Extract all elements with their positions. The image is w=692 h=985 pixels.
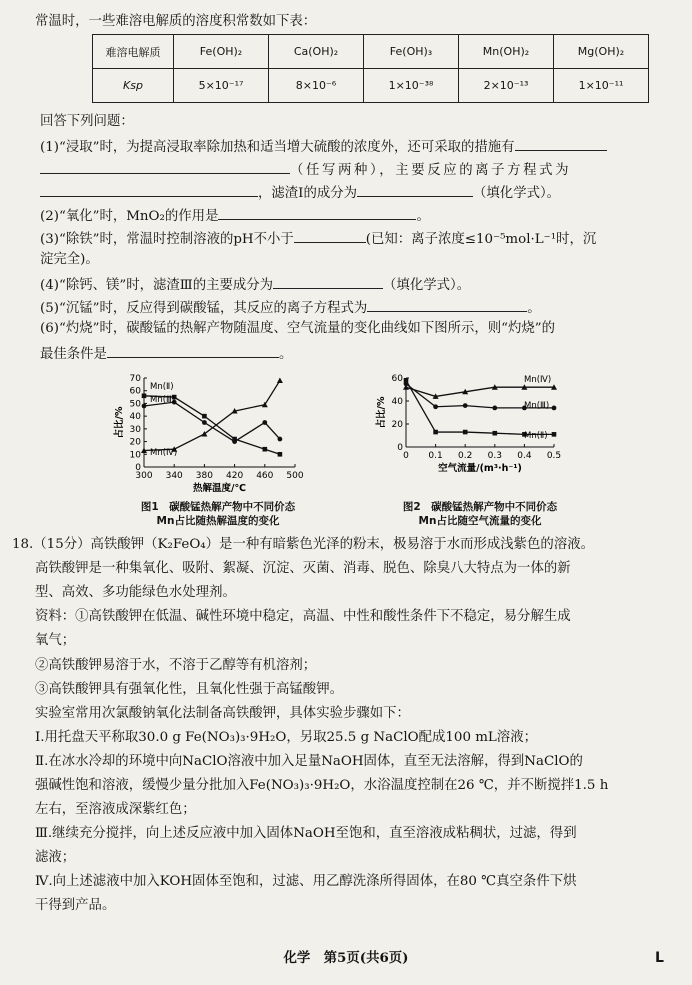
chart-1 bbox=[110, 368, 304, 500]
x-tick-label: 0.1 bbox=[428, 451, 443, 461]
table-row bbox=[93, 69, 649, 103]
x-tick-label: 500 bbox=[286, 471, 304, 481]
series-line bbox=[406, 387, 554, 396]
q5-text: 。 bbox=[527, 301, 541, 316]
q18-line: 18.（15分）高铁酸钾（K₂FeO₄）是一种有暗紫色光泽的粉末，极易溶于水而形成浅紫色的溶液。 bbox=[12, 537, 594, 552]
q5-text: (5)“沉锰”时，反应得到碳酸锰，其反应的离子方程式为 bbox=[40, 301, 368, 316]
q18-line: 实验室常用次氯酸钠氧化法制备高铁酸钾，具体实验步骤如下： bbox=[35, 706, 410, 721]
x-axis-label: 空气流量/(m³·h⁻¹) bbox=[438, 463, 522, 474]
chart-2-subtitle: Mn占比随空气流量的变化 bbox=[418, 515, 542, 527]
y-tick-label: 10 bbox=[129, 450, 141, 461]
ksp-table bbox=[92, 34, 649, 103]
data-point bbox=[552, 406, 557, 411]
q1-text: ，滤渣Ⅰ的成分为 bbox=[258, 186, 358, 201]
q1-text: (1)“浸取”时，为提高浸取率除加热和适当增大硫酸的浓度外，还可采取的措施有 bbox=[40, 140, 515, 155]
chart-2-title: 图2 碳酸锰热解产物中不同价态 bbox=[402, 501, 558, 513]
y-tick-label: 30 bbox=[129, 424, 141, 435]
answer-blank bbox=[294, 228, 366, 243]
y-tick-label: 20 bbox=[391, 420, 403, 430]
q6-text: 。 bbox=[278, 347, 293, 362]
data-point bbox=[552, 432, 557, 437]
corner-mark: L bbox=[655, 950, 664, 966]
q4-text: (4)“除钙、镁”时，滤渣Ⅲ的主要成分为 bbox=[40, 278, 274, 293]
question-3-cont: 淀完全)。 bbox=[40, 252, 99, 267]
y-tick-label: 0 bbox=[397, 443, 403, 453]
x-tick-label: 420 bbox=[226, 471, 244, 481]
q18-line: 氧气； bbox=[35, 633, 76, 648]
y-tick-label: 20 bbox=[129, 437, 141, 448]
chart-2 bbox=[378, 368, 568, 500]
question-4 bbox=[40, 274, 692, 295]
series-label: Mn(Ⅲ) bbox=[524, 401, 550, 411]
y-axis-label: 占比/% bbox=[376, 396, 387, 429]
table-cell: 1×10⁻³⁸ bbox=[364, 69, 459, 103]
x-tick-label: 0.4 bbox=[517, 451, 532, 461]
q18-line: Ⅳ.向上述滤液中加入KOH固体至饱和，过滤、用乙醇洗涤所得固体，在80 ℃真空条件下烘 bbox=[35, 874, 577, 889]
data-point bbox=[433, 404, 438, 409]
table-cell: Ksp bbox=[93, 69, 174, 103]
table-cell: Mg(OH)₂ bbox=[554, 35, 649, 69]
table-cell: Fe(OH)₂ bbox=[174, 35, 269, 69]
q3-text: (已知：离子浓度≤10⁻⁵mol·L⁻¹时，沉 bbox=[365, 232, 597, 247]
page-footer: 化学 第5页(共6页) bbox=[283, 950, 409, 966]
table-cell: 8×10⁻⁶ bbox=[269, 69, 364, 103]
q18-line: 强碱性饱和溶液，缓慢少量分批加入Fe(NO₃)₃·9H₂O，水浴温度控制在26 ℃，并不断搅拌1.5 h bbox=[35, 778, 609, 793]
data-point bbox=[277, 378, 283, 384]
x-tick-label: 340 bbox=[165, 471, 183, 481]
q1-text: （任写两种），主要反应的离子方程式为 bbox=[290, 163, 572, 178]
y-tick-label: 40 bbox=[129, 412, 141, 423]
data-point bbox=[142, 394, 147, 399]
table-header-row bbox=[93, 35, 649, 69]
x-tick-label: 0 bbox=[403, 451, 409, 461]
chart-1-title: 图1 碳酸锰热解产物中不同价态 bbox=[140, 501, 296, 513]
series-label: Mn(Ⅲ) bbox=[150, 395, 176, 405]
x-axis-label: 热解温度/℃ bbox=[193, 483, 246, 494]
x-tick-label: 300 bbox=[135, 471, 153, 481]
table-cell: 难溶电解质 bbox=[93, 35, 174, 69]
q18-line: Ⅲ.继续充分搅拌，向上述反应液中加入固体NaOH至饱和，直至溶液成粘稠状，过滤，得到 bbox=[35, 826, 577, 841]
x-tick-label: 0.2 bbox=[458, 451, 473, 461]
question-1-line-2 bbox=[40, 159, 692, 180]
y-axis-label: 占比/% bbox=[114, 406, 125, 439]
q2-text: 。 bbox=[416, 209, 430, 224]
q18-line: ③高铁酸钾具有强氧化性，且氧化性强于高锰酸钾。 bbox=[35, 682, 343, 697]
question-1-line-3 bbox=[40, 182, 692, 203]
y-tick-label: 60 bbox=[391, 374, 403, 384]
x-tick-label: 0.3 bbox=[487, 451, 502, 461]
table-cell: 1×10⁻¹¹ bbox=[554, 69, 649, 103]
answer-blank bbox=[40, 159, 290, 174]
q6-text: 最佳条件是 bbox=[40, 347, 107, 362]
q2-text: (2)“氧化”时，MnO₂的作用是 bbox=[40, 209, 219, 224]
q18-line: 滤液； bbox=[35, 850, 76, 865]
answer-blank bbox=[367, 297, 527, 312]
q18-line: 型、高效、多功能绿色水处理剂。 bbox=[35, 585, 236, 600]
series-label: Mn(Ⅳ) bbox=[524, 375, 552, 385]
question-1-line-1 bbox=[40, 136, 692, 157]
answer-blank bbox=[218, 205, 416, 220]
answer-blank bbox=[273, 274, 383, 289]
data-point bbox=[262, 420, 267, 425]
chart-1-caption bbox=[88, 500, 348, 528]
q18-line: Ⅰ.用托盘天平称取30.0 g Fe(NO₃)₃·9H₂O，另取25.5 g NaClO配成100 mL溶液； bbox=[35, 730, 537, 745]
x-tick-label: 460 bbox=[256, 471, 274, 481]
data-point bbox=[463, 430, 468, 435]
data-point bbox=[278, 452, 283, 457]
series-label: Mn(Ⅱ) bbox=[150, 382, 174, 392]
table-cell: Fe(OH)₃ bbox=[364, 35, 459, 69]
data-point bbox=[463, 403, 468, 408]
q18-line: 左右，至溶液成深紫红色； bbox=[35, 802, 196, 817]
y-tick-label: 60 bbox=[129, 386, 141, 397]
data-point bbox=[278, 437, 283, 442]
data-point bbox=[493, 431, 498, 436]
table-cell: 2×10⁻¹³ bbox=[459, 69, 554, 103]
y-tick-label: 0 bbox=[135, 463, 141, 473]
series-label: Mn(Ⅱ) bbox=[524, 431, 548, 441]
data-point bbox=[202, 414, 207, 419]
table-cell: Mn(OH)₂ bbox=[459, 35, 554, 69]
q18-line: ②高铁酸钾易溶于水，不溶于乙醇等有机溶剂； bbox=[35, 658, 317, 673]
q18-line: Ⅱ.在冰水冷却的环境中向NaClO溶液中加入足量NaOH固体，直至无法溶解，得到NaClO的 bbox=[35, 754, 583, 769]
x-tick-label: 0.5 bbox=[546, 451, 562, 461]
data-point bbox=[202, 420, 207, 425]
q18-line: 高铁酸钾是一种集氧化、吸附、絮凝、沉淀、灭菌、消毒、脱色、除臭八大特点为一体的新 bbox=[35, 561, 571, 576]
q4-text: （填化学式）。 bbox=[383, 278, 471, 293]
q3-text: (3)“除铁”时，常温时控制溶液的pH不小于 bbox=[40, 232, 294, 247]
data-point bbox=[492, 406, 497, 411]
series-label: Mn(Ⅳ) bbox=[150, 448, 178, 458]
table-cell: Ca(OH)₂ bbox=[269, 35, 364, 69]
question-3 bbox=[40, 228, 692, 249]
question-5 bbox=[40, 297, 692, 318]
chart-1-subtitle: Mn占比随热解温度的变化 bbox=[156, 515, 280, 527]
answer-blank bbox=[40, 182, 258, 197]
answer-blank bbox=[515, 136, 607, 151]
data-point bbox=[232, 439, 237, 444]
answer-blank bbox=[107, 343, 279, 358]
data-point bbox=[404, 378, 409, 383]
q18-line: 干得到产品。 bbox=[35, 898, 116, 913]
question-2 bbox=[40, 205, 692, 226]
q18-line: 资料：①高铁酸钾在低温、碱性环境中稳定，高温、中性和酸性条件下不稳定，易分解生成 bbox=[35, 609, 571, 624]
chart-2-caption bbox=[350, 500, 610, 528]
questions-lead: 回答下列问题： bbox=[40, 114, 134, 129]
q1-text: （填化学式）。 bbox=[473, 186, 561, 201]
data-point bbox=[142, 404, 147, 409]
y-tick-label: 40 bbox=[391, 397, 403, 407]
y-tick-label: 50 bbox=[129, 399, 141, 410]
question-6-cont bbox=[40, 343, 692, 364]
table-cell: 5×10⁻¹⁷ bbox=[174, 69, 269, 103]
x-tick-label: 380 bbox=[195, 471, 213, 481]
answer-blank bbox=[357, 182, 473, 197]
data-point bbox=[263, 447, 268, 452]
intro-text: 常温时，一些难溶电解质的溶度积常数如下表： bbox=[35, 14, 317, 29]
y-tick-label: 70 bbox=[129, 374, 141, 384]
question-6: (6)“灼烧”时，碳酸锰的热解产物随温度、空气流量的变化曲线如下图所示，则“灼烧”的 bbox=[40, 321, 556, 336]
data-point bbox=[433, 430, 438, 435]
